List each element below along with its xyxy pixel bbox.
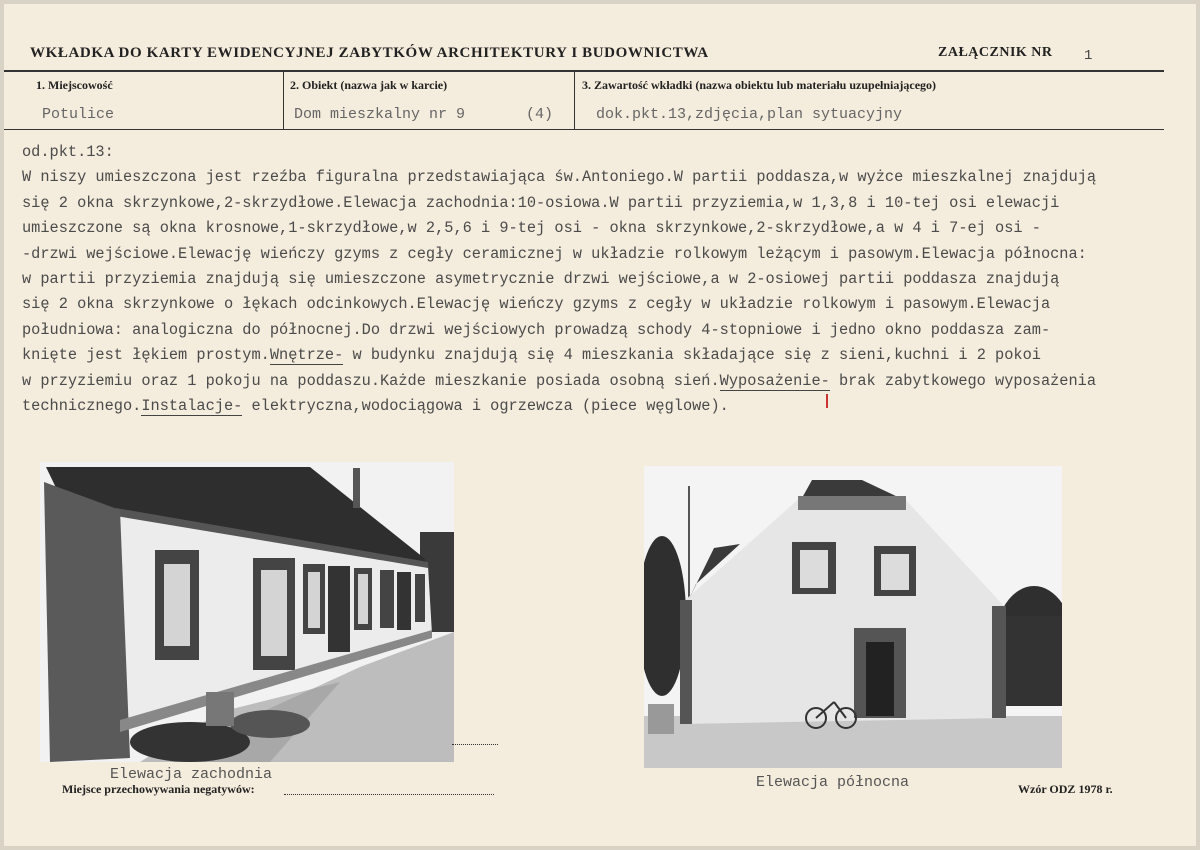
field-2-number: (4): [526, 106, 554, 123]
body-line: [22, 343, 1192, 368]
body-text: w budynku znajdują się 4 mieszkania składające się z sieni,kuchni i 2 pokoi: [343, 346, 1041, 365]
field-2-value: Dom mieszkalny nr 9: [294, 106, 466, 123]
field-3-label: 3. Zawartość wkładki (nazwa obiektu lub materiału uzupełniającego): [582, 78, 937, 92]
body-line: -drzwi wejściowe.Elewację wieńczy gzyms z cegły ceramicznej w układzie rolkowym leżącym i pasowym.Elewacja północna:: [22, 244, 1087, 263]
document-sheet: [4, 4, 1196, 846]
body-line: w partii przyziemia znajdują się umieszczone asymetrycznie drzwi wejściowe,a w 2-osiowej partii poddasza znajdują: [22, 269, 1060, 288]
body-text: brak zabytkowego wyposażenia: [829, 371, 1097, 390]
field-3-value: dok.pkt.13,zdjęcia,plan sytuacyjny: [596, 106, 903, 123]
heading-equipment: Wyposażenie-: [719, 371, 830, 390]
attachment-label: ZAŁĄCZNIK NR: [938, 45, 1053, 60]
photo-dotted-edge: [452, 744, 498, 745]
photo-west-image: [40, 462, 454, 762]
heading-installations: Instalacje-: [141, 396, 243, 415]
caption-west: Elewacja zachodnia: [110, 766, 273, 783]
field-divider-1: [283, 72, 284, 130]
caption-north: Elewacja północna: [756, 774, 910, 791]
field-1-label: 1. Miejscowość: [36, 78, 113, 92]
negatives-field: [284, 794, 494, 795]
photo-west-elevation: [40, 462, 454, 762]
body-line: od.pkt.13:: [22, 143, 114, 161]
field-divider-2: [574, 72, 575, 130]
body-line: [22, 369, 1192, 394]
attachment-number: 1: [1084, 48, 1093, 64]
field-2-label: 2. Obiekt (nazwa jak w karcie): [290, 78, 448, 92]
body-line: południowa: analogiczna do północnej.Do drzwi wejściowych prowadzą schody 4-stopniowe i jedno okno poddasza zam-: [22, 320, 1051, 339]
photo-north-elevation: [644, 466, 1062, 768]
body-line: [22, 394, 1192, 419]
body-text: knięte jest łękiem prostym.: [22, 346, 270, 365]
photo-north-image: [644, 466, 1062, 768]
body-line: W niszy umieszczona jest rzeźba figuralna przedstawiająca św.Antoniego.W partii poddasza,w wyżce mieszkalnej znajdują: [22, 168, 1097, 187]
heading-interior: Wnętrze-: [269, 346, 344, 365]
red-mark: [826, 394, 828, 408]
body-line: się 2 okna skrzynkowe o łękach odcinkowych.Elewację wieńczy gzyms z cegły w układzie rolkowym i pasowym.Elewacja: [22, 295, 1051, 314]
form-reference: Wzór ODZ 1978 r.: [1018, 782, 1113, 796]
field-1-value: Potulice: [42, 106, 115, 123]
negatives-label: Miejsce przechowywania negatywów:: [62, 782, 255, 796]
body-line: umieszczone są okna krosnowe,1-skrzydłowe,w 2,5,6 i 9-tej osi - okna skrzynkowe,2-skrzydłowe,a w 4 i 7-ej osi -: [22, 219, 1041, 238]
body-text: technicznego.: [22, 396, 142, 415]
body-line: się 2 okna skrzynkowe,2-skrzydłowe.Elewacja zachodnia:10-osiowa.W partii przyziemia,w 1,3,8 i 10-tej osi elewacji: [22, 193, 1060, 212]
header-rule: [4, 70, 1164, 72]
form-title: WKŁADKA DO KARTY EWIDENCYJNEJ ZABYTKÓW ARCHITEKTURY I BUDOWNICTWA: [30, 45, 709, 61]
typed-description: [22, 140, 1192, 419]
fields-rule: [4, 129, 1164, 130]
body-text: elektryczna,wodociągowa i ogrzewcza (piece węglowe).: [242, 396, 729, 415]
body-text: w przyziemiu oraz 1 pokoju na poddaszu.Każde mieszkanie posiada osobną sień.: [22, 371, 720, 390]
